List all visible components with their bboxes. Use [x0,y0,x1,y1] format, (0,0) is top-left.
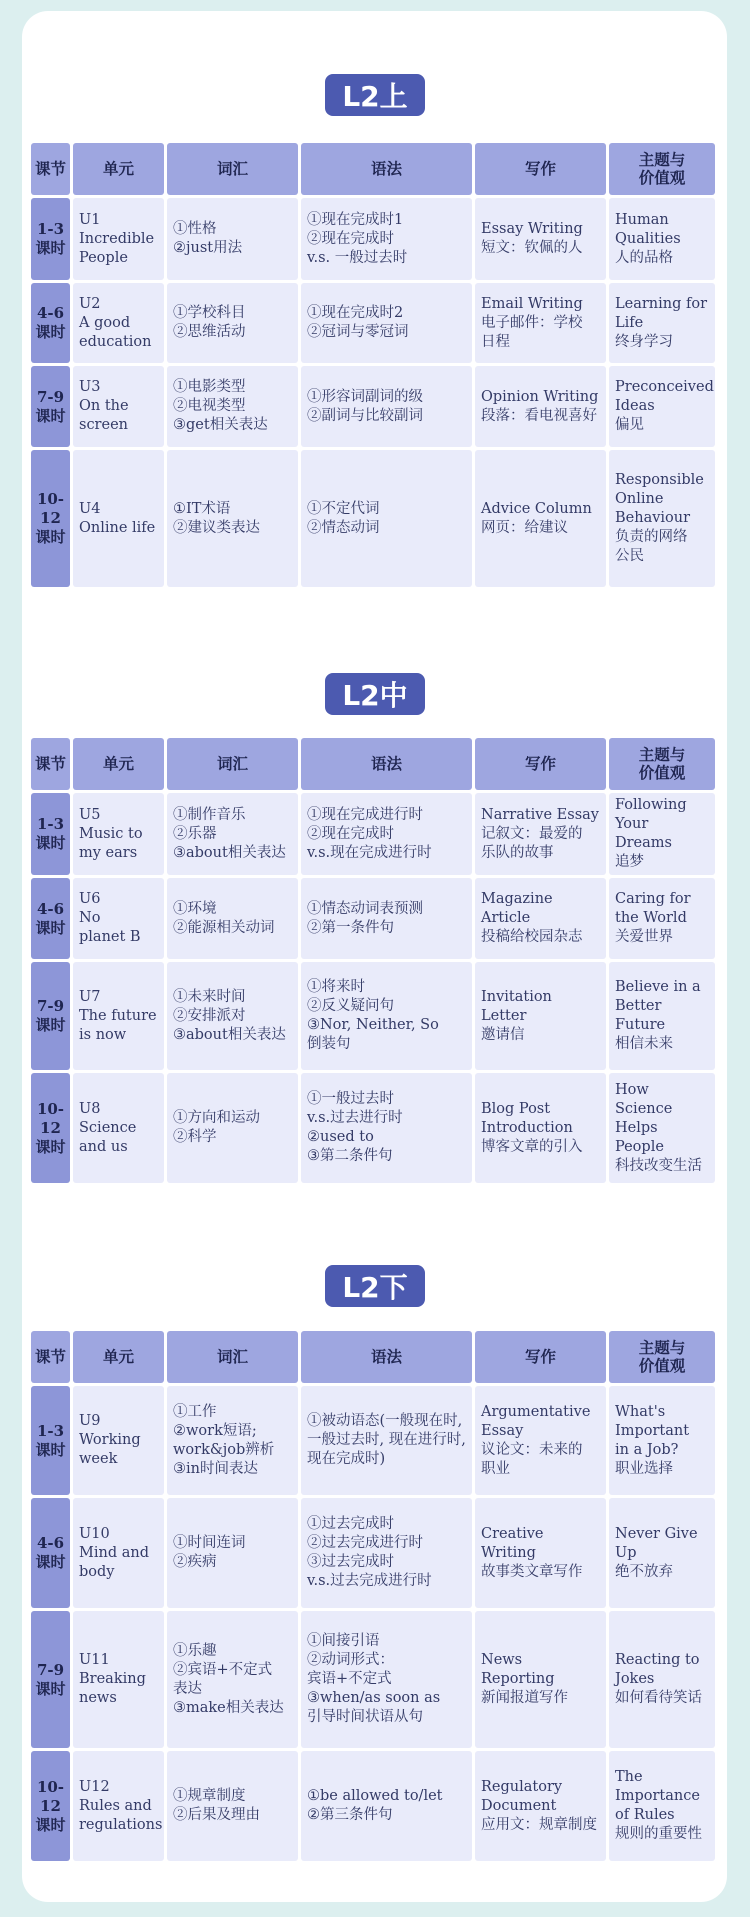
theme-cell: Never Give Up 绝不放弃 [609,1498,715,1608]
table-l2-middle [31,738,717,1183]
writing-cell: Argumentative Essay 议论文：未来的 职业 [475,1386,606,1495]
table-l2-lower [31,1331,717,1861]
theme-cell: Reacting to Jokes 如何看待笑话 [609,1611,715,1748]
grammar-cell: ①现在完成时2 ②冠词与零冠词 [301,283,472,363]
table-l2-upper [31,143,717,587]
header-grammar: 语法 [301,738,472,790]
writing-cell: Regulatory Document 应用文：规章制度 [475,1751,606,1861]
lesson-cell: 4-6 课时 [31,1498,70,1608]
theme-cell: Preconceived Ideas 偏见 [609,366,715,447]
lesson-cell: 7-9 课时 [31,1611,70,1748]
header-theme: 主题与 价值观 [609,143,715,195]
grammar-cell: ①现在完成进行时 ②现在完成时 v.s.现在完成进行时 [301,793,472,875]
vocab-cell: ①未来时间 ②安排派对 ③about相关表达 [167,962,298,1070]
lesson-cell: 7-9 课时 [31,366,70,447]
header-writing: 写作 [475,1331,606,1383]
theme-cell: What's Important in a Job? 职业选择 [609,1386,715,1495]
vocab-cell: ①乐趣 ②宾语+不定式 表达 ③make相关表达 [167,1611,298,1748]
grammar-cell: ①将来时 ②反义疑问句 ③Nor, Neither, So 倒装句 [301,962,472,1070]
header-theme: 主题与 价值观 [609,1331,715,1383]
grammar-cell: ①情态动词表预测 ②第一条件句 [301,878,472,959]
vocab-cell: ①制作音乐 ②乐器 ③about相关表达 [167,793,298,875]
lesson-cell: 4-6 课时 [31,283,70,363]
theme-cell: Human Qualities 人的品格 [609,198,715,280]
header-vocabulary: 词汇 [167,143,298,195]
header-lesson: 课节 [31,738,70,790]
theme-cell: Learning for Life 终身学习 [609,283,715,363]
lesson-cell: 1-3 课时 [31,198,70,280]
unit-cell: U8 Science and us [73,1073,164,1183]
header-vocabulary: 词汇 [167,738,298,790]
theme-cell: Following Your Dreams 追梦 [609,793,715,875]
header-grammar: 语法 [301,143,472,195]
header-lesson: 课节 [31,143,70,195]
unit-cell: U12 Rules and regulations [73,1751,164,1861]
section-title-l2-lower: L2下 [325,1265,425,1307]
unit-cell: U3 On the screen [73,366,164,447]
lesson-cell: 1-3 课时 [31,793,70,875]
writing-cell: Magazine Article 投稿给校园杂志 [475,878,606,959]
unit-cell: U5 Music to my ears [73,793,164,875]
vocab-cell: ①规章制度 ②后果及理由 [167,1751,298,1861]
header-unit: 单元 [73,738,164,790]
writing-cell: Invitation Letter 邀请信 [475,962,606,1070]
header-writing: 写作 [475,738,606,790]
lesson-cell: 1-3 课时 [31,1386,70,1495]
header-writing: 写作 [475,143,606,195]
unit-cell: U2 A good education [73,283,164,363]
unit-cell: U9 Working week [73,1386,164,1495]
writing-cell: Blog Post Introduction 博客文章的引入 [475,1073,606,1183]
grammar-cell: ①形容词副词的级 ②副词与比较副词 [301,366,472,447]
section-title-l2-upper: L2上 [325,74,425,116]
unit-cell: U1 Incredible People [73,198,164,280]
vocab-cell: ①电影类型 ②电视类型 ③get相关表达 [167,366,298,447]
header-lesson: 课节 [31,1331,70,1383]
lesson-cell: 7-9 课时 [31,962,70,1070]
vocab-cell: ①环境 ②能源相关动词 [167,878,298,959]
theme-cell: Responsible Online Behaviour 负责的网络 公民 [609,450,715,587]
writing-cell: Creative Writing 故事类文章写作 [475,1498,606,1608]
writing-cell: Advice Column 网页：给建议 [475,450,606,587]
grammar-cell: ①不定代词 ②情态动词 [301,450,472,587]
theme-cell: Caring for the World 关爱世界 [609,878,715,959]
section-title-l2-middle: L2中 [325,673,425,715]
grammar-cell: ①被动语态(一般现在时, 一般过去时, 现在进行时, 现在完成时) [301,1386,472,1495]
writing-cell: News Reporting 新闻报道写作 [475,1611,606,1748]
lesson-cell: 10- 12 课时 [31,1751,70,1861]
vocab-cell: ①IT术语 ②建议类表达 [167,450,298,587]
grammar-cell: ①be allowed to/let ②第三条件句 [301,1751,472,1861]
theme-cell: The Importance of Rules 规则的重要性 [609,1751,715,1861]
writing-cell: Narrative Essay 记叙文：最爱的 乐队的故事 [475,793,606,875]
unit-cell: U6 No planet B [73,878,164,959]
vocab-cell: ①方向和运动 ②科学 [167,1073,298,1183]
header-grammar: 语法 [301,1331,472,1383]
lesson-cell: 10- 12 课时 [31,1073,70,1183]
writing-cell: Opinion Writing 段落：看电视喜好 [475,366,606,447]
vocab-cell: ①工作 ②work短语; work&job辨析 ③in时间表达 [167,1386,298,1495]
vocab-cell: ①时间连词 ②疾病 [167,1498,298,1608]
grammar-cell: ①现在完成时1 ②现在完成时 v.s. 一般过去时 [301,198,472,280]
header-theme: 主题与 价值观 [609,738,715,790]
header-unit: 单元 [73,1331,164,1383]
writing-cell: Email Writing 电子邮件：学校 日程 [475,283,606,363]
unit-cell: U4 Online life [73,450,164,587]
vocab-cell: ①学校科目 ②思维活动 [167,283,298,363]
grammar-cell: ①过去完成时 ②过去完成进行时 ③过去完成时 v.s.过去完成进行时 [301,1498,472,1608]
grammar-cell: ①一般过去时 v.s.过去进行时 ②used to ③第二条件句 [301,1073,472,1183]
unit-cell: U7 The future is now [73,962,164,1070]
grammar-cell: ①间接引语 ②动词形式： 宾语+不定式 ③when/as soon as 引导时间状语从句 [301,1611,472,1748]
lesson-cell: 4-6 课时 [31,878,70,959]
vocab-cell: ①性格 ②just用法 [167,198,298,280]
theme-cell: Believe in a Better Future 相信未来 [609,962,715,1070]
unit-cell: U11 Breaking news [73,1611,164,1748]
header-unit: 单元 [73,143,164,195]
header-vocabulary: 词汇 [167,1331,298,1383]
unit-cell: U10 Mind and body [73,1498,164,1608]
theme-cell: How Science Helps People 科技改变生活 [609,1073,715,1183]
writing-cell: Essay Writing 短文：钦佩的人 [475,198,606,280]
lesson-cell: 10- 12 课时 [31,450,70,587]
